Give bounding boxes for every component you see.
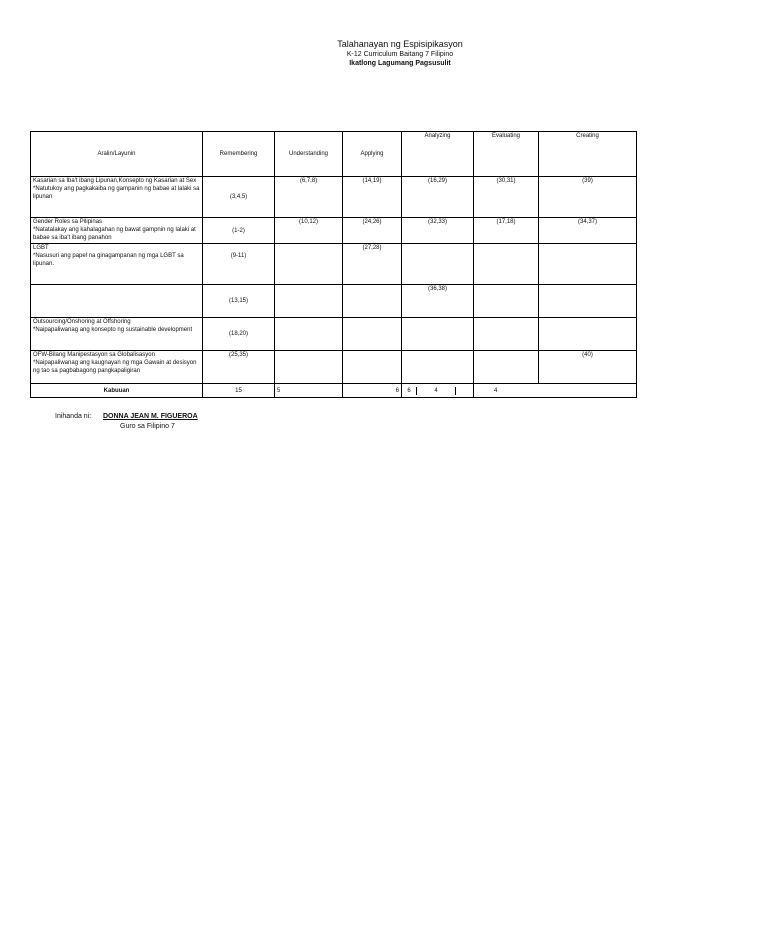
document-title: Talahanayan ng Espisipikasyon [337,39,463,49]
remembering-cell: (25,35) [203,351,275,384]
topic-title: Gender Roles sa Pilipinas [33,219,103,225]
column-header: Evaluating [474,132,539,177]
table-row [31,351,637,384]
column-header: Understanding [275,132,343,177]
topic-cell [31,318,203,351]
table-row [31,244,637,285]
analyzing-cell [402,244,474,285]
topic-objective: *Naipapaliwanag ang kaugnayan ng mga Gawain at desisyon ng tao sa pagbabagong pangkapaligiran [33,360,197,374]
document-header [0,39,768,68]
topic-objective: *Naipapaliwanag ang konsepto ng sustainable development [33,327,193,333]
table-row [31,177,637,218]
understanding-cell [275,318,343,351]
creating-cell [539,285,637,318]
topic-objective: *Nasusuri ang papel na ginagampanan ng mga LGBT sa lipunan. [33,253,184,267]
total-remembering: 15 [203,384,275,398]
header-row [31,132,637,177]
topic-title: LGBT [33,245,49,251]
document-subtitle: K-12 Curriculum Baitang 7 Filipino [346,51,454,58]
applying-cell: (27,28) [343,244,402,285]
column-header: Remembering [203,132,275,177]
remembering-cell: (18,20) [203,318,275,351]
creating-cell [539,318,637,351]
applying-cell [343,318,402,351]
total-creating: 4 [474,384,637,398]
topic-title: Outsourcing/Onshoring at Offshoring [33,319,131,325]
preparer-position: Guro sa Filipino 7 [120,423,175,430]
understanding-cell [275,244,343,285]
topic-cell [31,218,203,244]
remembering-cell: (9-11) [203,244,275,285]
creating-cell: (34,37) [539,218,637,244]
creating-cell: (40) [539,351,637,384]
analyzing-cell: (16,29) [402,177,474,218]
understanding-cell: (6,7,8) [275,177,343,218]
total-analyzing [402,384,474,398]
evaluating-cell [474,244,539,285]
understanding-cell: (10,12) [275,218,343,244]
topic-cell [31,351,203,384]
total-applying: 6 [343,384,402,398]
totals-row [31,384,637,398]
analyzing-cell [402,318,474,351]
column-header: Analyzing [402,132,474,177]
specification-table [30,131,637,398]
total-understanding: 5 [275,384,343,398]
topic-cell [31,177,203,218]
evaluating-cell: (17,18) [474,218,539,244]
topic-cell [31,285,203,318]
exam-name: Ikatlong Lagumang Pagsusulit [349,60,451,67]
analyzing-cell: (32,33) [402,218,474,244]
column-header: Aralin/Layunin [31,132,203,177]
applying-cell: (14,19) [343,177,402,218]
evaluating-cell: (30,31) [474,177,539,218]
understanding-cell [275,285,343,318]
creating-cell [539,244,637,285]
topic-title: OFW-Bilang Manipestasyon sa Globalisasyon [33,352,155,358]
topic-cell [31,244,203,285]
evaluating-cell [474,318,539,351]
understanding-cell [275,351,343,384]
applying-cell [343,351,402,384]
topic-title: Kasarian sa Iba't ibang Lipunan,Konsepto ng Kasarian at Sex [33,178,197,184]
applying-cell [343,285,402,318]
prepared-by-label: Inihanda ni: [55,413,92,420]
preparer-name: DONNA JEAN M. FIGUEROA [103,413,198,420]
topic-objective: *Natutukoy ang pagkakaiba ng gampanin ng babae at lalaki sa lipunan [33,186,200,200]
analyzing-cell: (36,38) [402,285,474,318]
remembering-cell: (13,15) [203,285,275,318]
remembering-cell: (1-2) [203,218,275,244]
analyzing-cell [402,351,474,384]
creating-cell: (39) [539,177,637,218]
totals-label: Kabuuan [31,384,203,398]
table-row [31,218,637,244]
column-header: Creating [539,132,637,177]
evaluating-cell [474,351,539,384]
column-header: Applying [343,132,402,177]
table-row [31,318,637,351]
total-analyzing-a: 6 [402,387,417,395]
total-analyzing-b: 4 [417,387,456,395]
remembering-cell: (3,4,5) [203,177,275,218]
applying-cell: (24,26) [343,218,402,244]
table-row [31,285,637,318]
topic-objective: *Natatalakay ang kahalagahan ng bawat gampnin ng lalaki at babae sa iba't ibang panahon [33,227,196,241]
evaluating-cell [474,285,539,318]
